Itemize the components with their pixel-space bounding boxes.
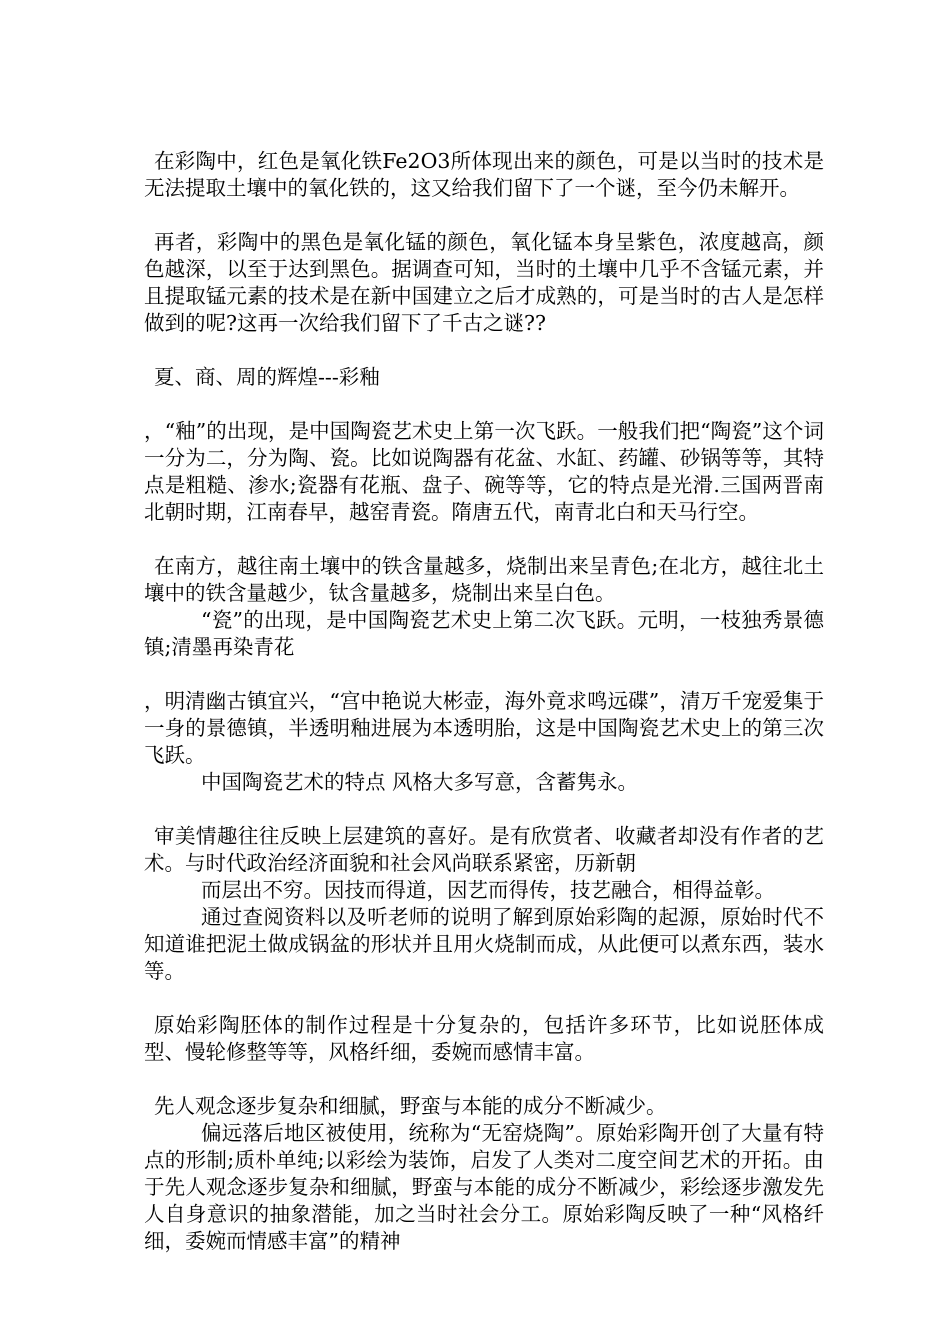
paragraph-black-manganese: 再者，彩陶中的黑色是氧化锰的颜色，氧化锰本身呈紫色，浓度越高，颜色越深，以至于达到黑色。据调查可知，当时的土壤中几乎不含锰元素，并且提取锰元素的技术是在新中国建立之后才成熟的，可是当时的古人是怎样做到的呢?这再一次给我们留下了千古之谜?? xyxy=(144,230,824,335)
paragraph-red-iron-oxide: 在彩陶中，红色是氧化铁Fe2O3所体现出来的颜色，可是以当时的技术是无法提取土壤中的氧化铁的，这又给我们留下了一个谜，至今仍未解开。 xyxy=(144,149,824,200)
paragraph-kilnless-pottery: 偏远落后地区被使用，统称为“无窑烧陶”。原始彩陶开创了大量有特点的形制;质朴单纯;以彩绘为装饰，启发了人类对二度空间艺术的开拓。由于先人观念逐步复杂和细腻，野蛮与本能的成分不断减少，彩绘逐步激发先人自身意识的抽象潜能，加之当时社会分工。原始彩陶反映了一种“风格纤细，委婉而情感丰富”的精神 xyxy=(144,1121,824,1253)
paragraph-porcelain-second-leap: “瓷”的出现，是中国陶瓷艺术史上第二次飞跃。元明，一枝独秀景德镇;清墨再染青花 xyxy=(144,608,824,659)
paragraph-painted-pottery-origin: 通过查阅资料以及听老师的说明了解到原始彩陶的起源，原始时代不知道谁把泥土做成锅盆的形状并且用火烧制而成，从此便可以煮东西，装水等。 xyxy=(144,905,824,983)
paragraph-north-south-iron: 在南方，越往南土壤中的铁含量越多，烧制出来呈青色;在北方，越往北土壤中的铁含量越少，钛含量越多，烧制出来呈白色。 xyxy=(144,554,824,605)
paragraph-skill-art-fusion: 而层出不穷。因技而得道，因艺而得传，技艺融合，相得益彰。 xyxy=(201,878,775,902)
paragraph-glaze-first-leap: ，“釉”的出现，是中国陶瓷艺术史上第一次飞跃。一般我们把“陶瓷”这个词一分为二，分为陶、瓷。比如说陶器有花盆、水缸、药罐、砂锅等等，其特点是粗糙、渗水;瓷器有花瓶、盘子、碗等等，它的特点是光滑.三国两晋南北朝时期，江南春早，越窑青瓷。隋唐五代，南青北白和天马行空。 xyxy=(144,419,824,524)
paragraph-pottery-making-process: 原始彩陶胚体的制作过程是十分复杂的，包括许多环节，比如说胚体成型、慢轮修整等等，风格纤细，委婉而感情丰富。 xyxy=(144,1013,824,1064)
section-heading-glaze: 夏、商、周的辉煌---彩釉 xyxy=(154,365,380,389)
paragraph-third-leap: ，明清幽古镇宜兴，“宫中艳说大彬壶，海外竟求鸣远碟”，清万千宠爱集于一身的景德镇，半透明釉进展为本透明胎，这是中国陶瓷艺术史上的第三次飞跃。 xyxy=(144,689,824,767)
paragraph-art-features: 中国陶瓷艺术的特点 风格大多写意，含蓄隽永。 xyxy=(201,770,639,794)
paragraph-aesthetic-taste: 审美情趣往往反映上层建筑的喜好。是有欣赏者、收藏者却没有作者的艺术。与时代政治经济面貌和社会风尚联系紧密，历新朝 xyxy=(144,824,824,875)
document-body xyxy=(144,148,824,1255)
paragraph-ancestor-concepts: 先人观念逐步复杂和细腻，野蛮与本能的成分不断减少。 xyxy=(154,1094,667,1118)
